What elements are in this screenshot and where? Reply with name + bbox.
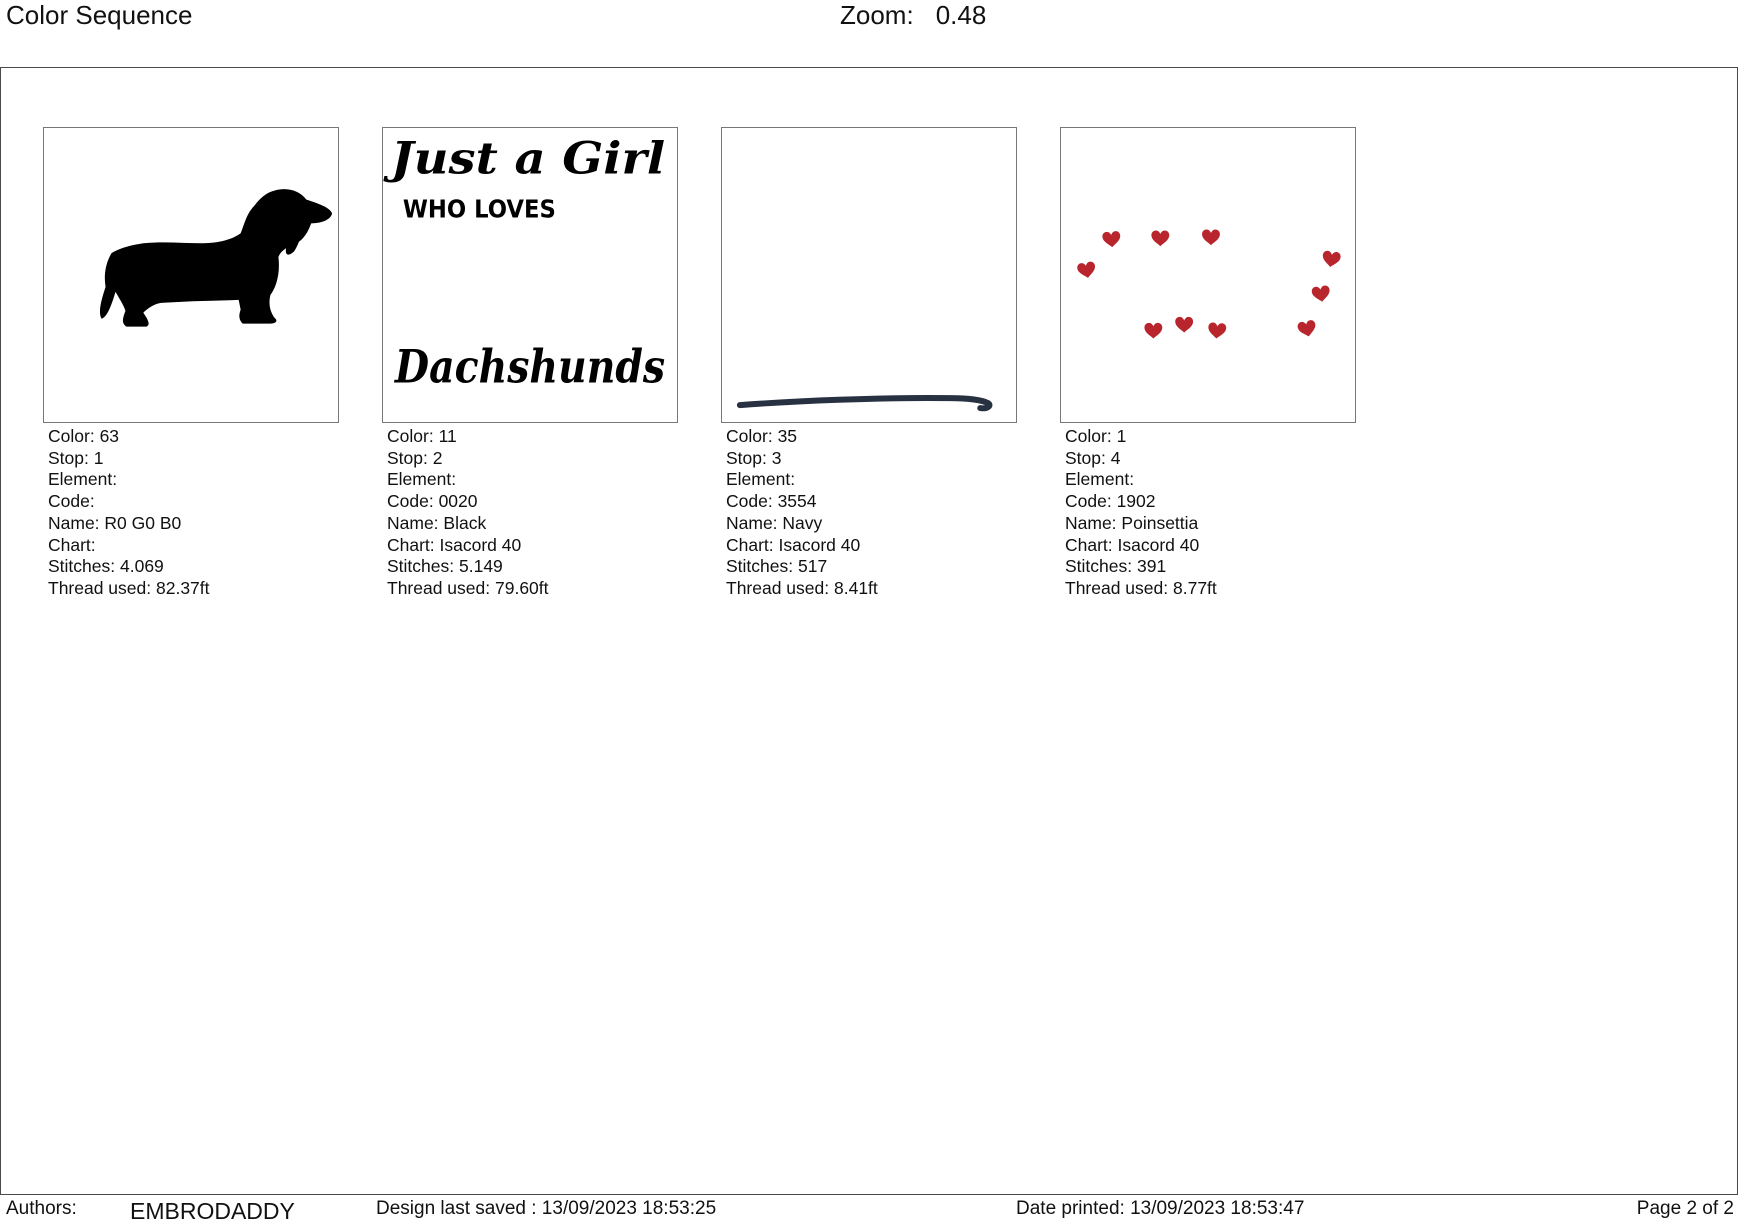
- preview-line-3: Dachshunds: [393, 339, 666, 394]
- stop-row: Stop: 1: [48, 447, 104, 468]
- code-row: Code:: [48, 491, 95, 512]
- color-row: Color: 63: [48, 426, 120, 446]
- authors-label: Authors:: [6, 1198, 77, 1219]
- heart-icon: [1102, 231, 1121, 248]
- chart-row: Chart: Isacord 40: [1065, 534, 1200, 555]
- underline-stroke-icon: [722, 128, 1016, 422]
- zoom-label: Zoom:: [840, 0, 914, 30]
- zoom-value: 0.48: [935, 0, 987, 30]
- stitches-row: Stitches: 517: [726, 556, 828, 577]
- color-row: Color: 1: [1065, 426, 1127, 446]
- text-design-preview: [383, 128, 677, 422]
- color-stop-card-3: [721, 127, 1021, 600]
- chart-row: Chart: Isacord 40: [726, 534, 861, 555]
- code-row: Code: 3554: [726, 491, 817, 512]
- stop-row: Stop: 2: [387, 447, 443, 468]
- heart-icon: [1077, 261, 1097, 280]
- heart-icon: [1321, 250, 1341, 268]
- page-title: Color Sequence: [6, 0, 193, 30]
- stitches-row: Stitches: 5.149: [387, 556, 503, 577]
- name-row: Name: Navy: [726, 512, 823, 533]
- heart-icon: [1311, 285, 1331, 303]
- stitches-row: Stitches: 391: [1065, 556, 1167, 577]
- preview-line-1: Just a Girl: [383, 133, 666, 185]
- page-number: Page 2 of 2: [1636, 1198, 1734, 1219]
- color-row: Color: 35: [726, 426, 798, 446]
- name-row: Name: R0 G0 B0: [48, 512, 182, 533]
- color-stop-card-2: [382, 127, 682, 600]
- stop-preview-2: [382, 127, 678, 423]
- thread-used-row: Thread used: 79.60ft: [387, 577, 549, 598]
- chart-row: Chart: Isacord 40: [387, 534, 522, 555]
- heart-icon: [1175, 317, 1193, 333]
- preview-line-2: WHO LOVES: [402, 194, 556, 224]
- color-row: Color: 11: [387, 426, 457, 446]
- element-row: Element:: [1065, 469, 1135, 490]
- color-stop-card-4: [1060, 127, 1360, 600]
- authors-value: EMBRODADDY: [130, 1198, 295, 1224]
- date-printed: Date printed: 13/09/2023 18:53:47: [1016, 1198, 1305, 1219]
- design-last-saved: Design last saved : 13/09/2023 18:53:25: [376, 1198, 717, 1219]
- stop-row: Stop: 3: [726, 447, 782, 468]
- name-row: Name: Black: [387, 512, 487, 533]
- stop-info-1: [43, 426, 343, 600]
- heart-icon: [1207, 322, 1226, 339]
- element-row: Element:: [726, 469, 796, 490]
- hearts-icon: [1061, 128, 1355, 422]
- element-row: Element:: [387, 469, 457, 490]
- heart-icon: [1202, 230, 1220, 246]
- thread-used-row: Thread used: 8.77ft: [1065, 577, 1217, 598]
- code-row: Code: 0020: [387, 491, 478, 512]
- thread-used-row: Thread used: 8.41ft: [726, 577, 878, 598]
- stitches-row: Stitches: 4.069: [48, 556, 164, 577]
- thread-used-row: Thread used: 82.37ft: [48, 577, 210, 598]
- stop-preview-3: [721, 127, 1017, 423]
- stop-preview-4: [1060, 127, 1356, 423]
- chart-row: Chart:: [48, 534, 96, 555]
- stop-info-2: [382, 426, 682, 600]
- dachshund-silhouette-icon: [44, 128, 338, 422]
- heart-icon: [1151, 231, 1169, 247]
- stop-info-3: [721, 426, 1021, 600]
- code-row: Code: 1902: [1065, 491, 1156, 512]
- heart-icon: [1297, 319, 1318, 338]
- stop-preview-1: [43, 127, 339, 423]
- stop-info-4: [1060, 426, 1360, 600]
- element-row: Element:: [48, 469, 118, 490]
- page-footer: [0, 1196, 1740, 1226]
- zoom-indicator: [840, 0, 986, 30]
- heart-icon: [1144, 323, 1162, 339]
- color-stop-card-1: [43, 127, 343, 600]
- stop-row: Stop: 4: [1065, 447, 1121, 468]
- name-row: Name: Poinsettia: [1065, 512, 1199, 533]
